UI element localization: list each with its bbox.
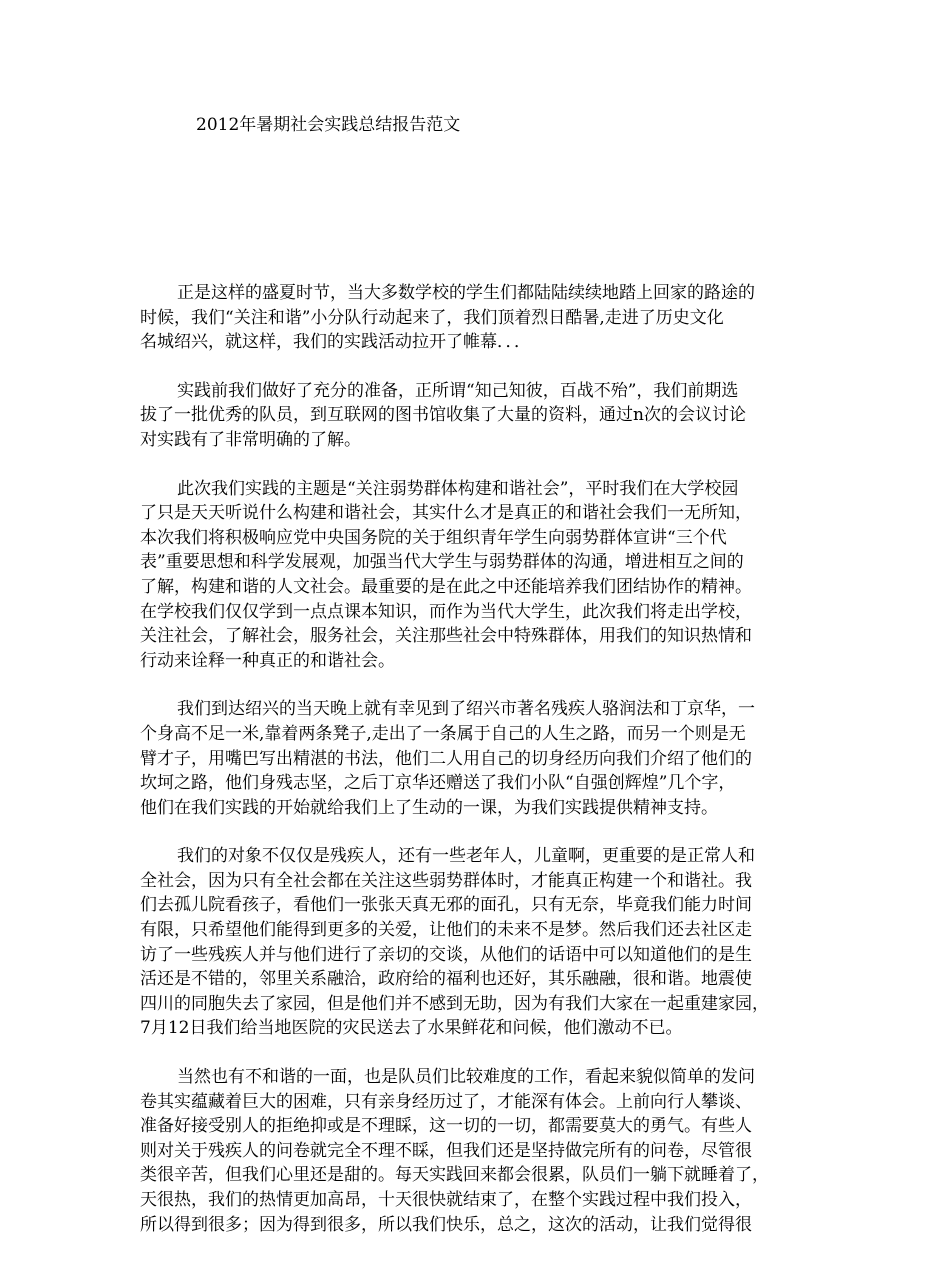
text-line: 他们在我们实践的开始就给我们上了生动的一课，为我们实践提供精神支持。 xyxy=(140,797,718,818)
text-line: 天很热，我们的热情更加高昂，十天很快就结束了，在整个实践过程中我们投入， xyxy=(140,1190,752,1210)
text-line: 有限，只希望他们能得到更多的关爱，让他们的未来不是梦。然后我们还去社区走 xyxy=(140,920,752,941)
paragraph-2 xyxy=(140,379,830,453)
text-line: 访了一些残疾人并与他们进行了亲切的交谈，从他们的话语中可以知道他们的是生 xyxy=(140,944,752,965)
text-line: 四川的同胞失去了家园，但是他们并不感到无助，因为有我们大家在一起重建家园， xyxy=(140,993,769,1014)
paragraph-5 xyxy=(140,844,830,1041)
paragraph-6 xyxy=(140,1065,830,1237)
text-line: 名城绍兴，就这样，我们的实践活动拉开了帷幕．．． xyxy=(140,332,531,353)
document-body xyxy=(140,281,830,1261)
document-title: 2012年暑期社会实践总结报告范文 xyxy=(196,115,461,135)
text-line: 们去孤儿院看孩子，看他们一张张天真无邪的面孔，只有无奈，毕竟我们能力时间 xyxy=(140,895,752,916)
text-line: 时候，我们“关注和谐”小分队行动起来了，我们顶着烈日酷暑,走进了历史文化 xyxy=(140,307,724,328)
text-line: 坎坷之路，他们身残志坚，之后丁京华还赠送了我们小队“自强创辉煌”几个字， xyxy=(140,773,736,794)
text-line: 我们到达绍兴的当天晚上就有幸见到了绍兴市著名残疾人骆润法和丁京华，一 xyxy=(177,699,755,720)
paragraph-3 xyxy=(140,477,830,674)
text-line: 准备好接受别人的拒绝抑或是不理睬，这一切的一切，都需要莫大的勇气。有些人 xyxy=(140,1116,752,1137)
text-line: 活还是不错的，邻里关系融洽，政府给的福利也还好，其乐融融，很和谐。地震使 xyxy=(140,969,752,990)
text-line: 全社会，因为只有全社会都在关注这些弱势群体时，才能真正构建一个和谐社。我 xyxy=(140,870,752,891)
text-line: 此次我们实践的主题是“关注弱势群体构建和谐社会”，平时我们在大学校园 xyxy=(177,478,739,499)
text-line: 关注社会，了解社会，服务社会，关注那些社会中特殊群体，用我们的知识热情和 xyxy=(140,626,752,647)
text-line: 7月12日我们给当地医院的灾民送去了水果鲜花和问候，他们激动不已。 xyxy=(140,1018,683,1039)
text-line: 我们的对象不仅仅是残疾人，还有一些老年人，儿童啊，更重要的是正常人和 xyxy=(177,846,755,867)
paragraph-1 xyxy=(140,281,830,355)
text-line: 所以得到很多；因为得到很多，所以我们快乐，总之，这次的活动，让我们觉得很 xyxy=(140,1214,752,1235)
text-line: 拔了一批优秀的队员，到互联网的图书馆收集了大量的资料，通过n次的会议讨论 xyxy=(140,405,746,426)
text-line: 对实践有了非常明确的了解。 xyxy=(140,429,361,450)
text-line: 类很辛苦，但我们心里还是甜的。每天实践回来都会很累，队员们一躺下就睡着了， xyxy=(140,1165,769,1186)
text-line: 卷其实蕴藏着巨大的困难，只有亲身经历过了，才能深有体会。上前向行人攀谈、 xyxy=(140,1091,752,1112)
text-line: 了只是天天听说什么构建和谐社会，其实什么才是真正的和谐社会我们一无所知， xyxy=(140,503,752,524)
text-line: 表”重要思想和科学发展观，加强当代大学生与弱势群体的沟通，增进相互之间的 xyxy=(140,552,744,573)
text-line: 正是这样的盛夏时节，当大多数学校的学生们都陆陆续续地踏上回家的路途的 xyxy=(177,283,755,303)
text-line: 实践前我们做好了充分的准备，正所谓“知己知彼，百战不殆”，我们前期选 xyxy=(177,380,739,401)
text-line: 当然也有不和谐的一面，也是队员们比较难度的工作，看起来貌似简单的发问 xyxy=(177,1067,755,1088)
text-line: 个身高不足一米,靠着两条凳子,走出了一条属于自己的人生之路，而另一个则是无 xyxy=(140,723,746,744)
text-line: 行动来诠释一种真正的和谐社会。 xyxy=(140,650,395,671)
text-line: 在学校我们仅仅学到一点点课本知识，而作为当代大学生，此次我们将走出学校， xyxy=(140,601,752,622)
paragraph-4 xyxy=(140,697,830,820)
text-line: 本次我们将积极响应党中央国务院的关于组织青年学生向弱势群体宣讲“三个代 xyxy=(140,527,727,548)
text-line: 了解，构建和谐的人文社会。最重要的是在此之中还能培养我们团结协作的精神。 xyxy=(140,576,752,597)
text-line: 臂才子，用嘴巴写出精湛的书法，他们二人用自己的切身经历向我们介绍了他们的 xyxy=(140,748,752,769)
text-line: 则对关于残疾人的问卷就完全不理不睬，但我们还是坚持做完所有的问卷，尽管很 xyxy=(140,1140,752,1161)
